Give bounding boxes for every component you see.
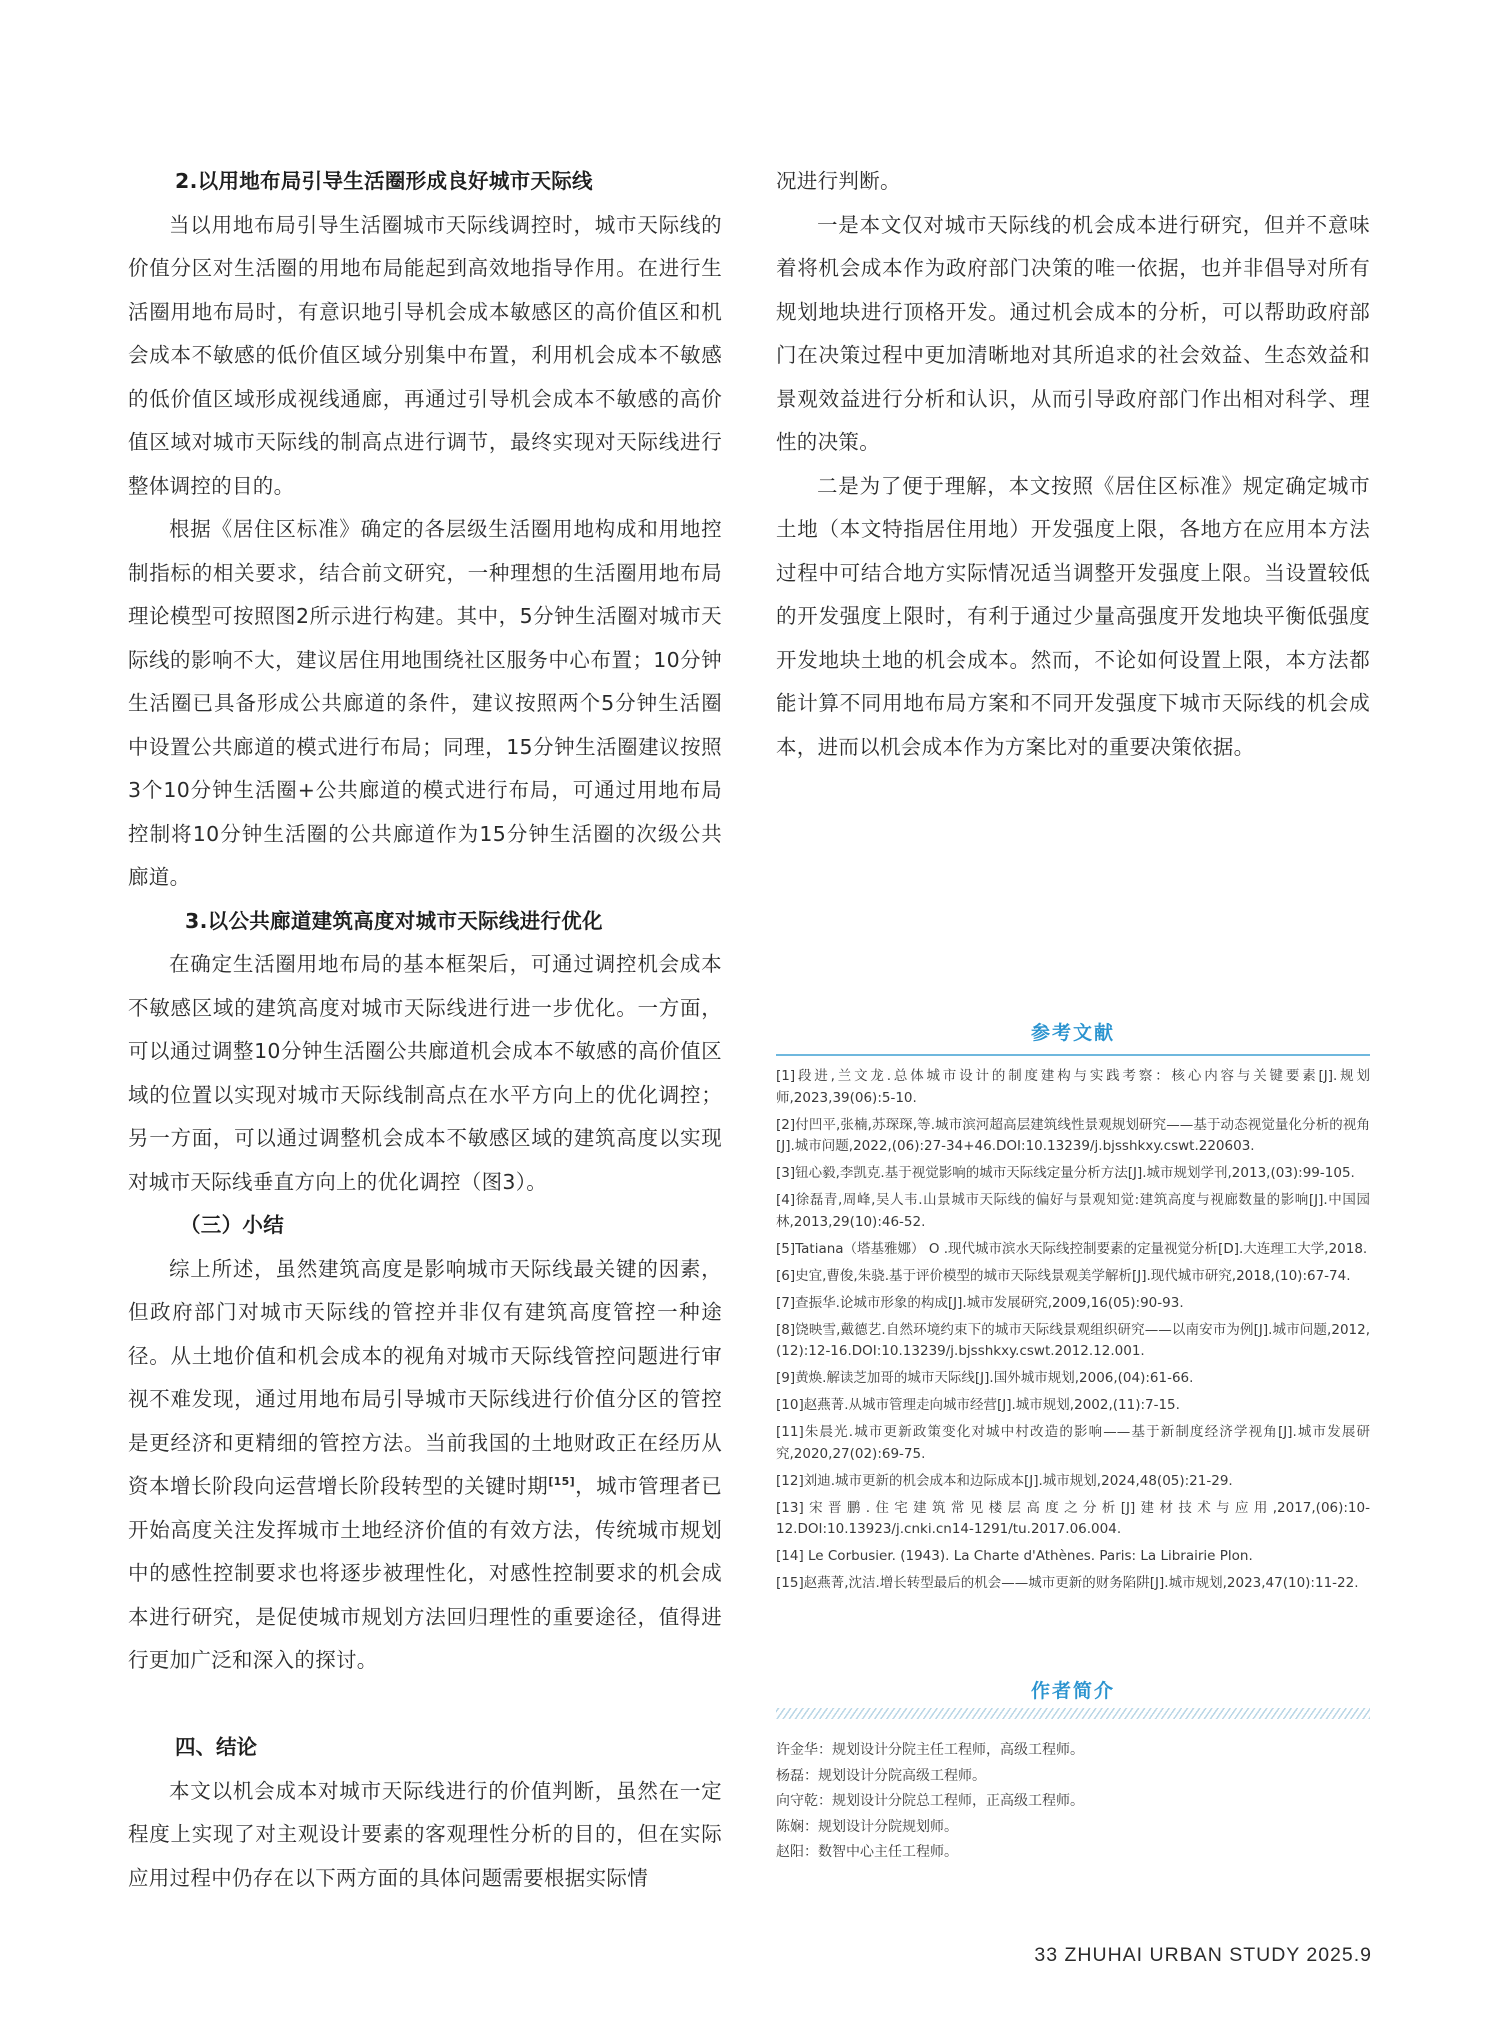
- author-bio-list: [776, 1738, 1370, 1866]
- reference-item: [15]赵燕菁,沈洁.增长转型最后的机会——城市更新的财务陷阱[J].城市规划,2023,47(10):11-22.: [776, 1575, 1359, 1591]
- reference-item: [9]黄焕.解读芝加哥的城市天际线[J].国外城市规划,2006,(04):61-66.: [776, 1370, 1194, 1386]
- author-item: 向守乾：规划设计分院总工程师，正高级工程师。: [776, 1793, 1084, 1809]
- section-heading-2: 2.以用地布局引导生活圈形成良好城市天际线: [175, 169, 593, 193]
- reference-item: [6]史宜,曹俊,朱骁.基于评价模型的城市天际线景观美学解析[J].现代城市研究,2018,(10):67-74.: [776, 1267, 1351, 1284]
- citation-marker: [15]: [548, 1475, 575, 1489]
- page-footer: 33 ZHUHAI URBAN STUDY 2025.9: [1034, 1944, 1372, 1966]
- section-heading-3: 3.以公共廊道建筑高度对城市天际线进行优化: [185, 908, 603, 933]
- right-column: [776, 160, 1370, 769]
- reference-item: [12]刘迪.城市更新的机会成本和边际成本[J].城市规划,2024,48(05):21-29.: [776, 1472, 1233, 1489]
- reference-item: [4]徐磊青,周峰,吴人韦.山景城市天际线的偏好与景观知觉:建筑高度与视廊数量的影响[J].中国园林,2013,29(10):46-52.: [776, 1192, 1370, 1230]
- section-heading-summary: （三）小结: [180, 1213, 284, 1237]
- paragraph-text: 综上所述，虽然建筑高度是影响城市天际线最关键的因素，但政府部门对城市天际线的管控并非仅有建筑高度管控一种途径。从土地价值和机会成本的视角对城市天际线管控问题进行审视不难发现，通过用地布局引导城市天际线进行价值分区的管控是更经济和更精细的管控方法。当前我国的土地财政正在经历从资本增长阶段向运营增长阶段转型的关键时期: [128, 1256, 722, 1498]
- references-divider: [776, 1054, 1370, 1056]
- author-item: 陈娴：规划设计分院规划师。: [776, 1818, 958, 1835]
- reference-item: [11]朱晨光.城市更新政策变化对城中村改造的影响——基于新制度经济学视角[J].城市发展研究,2020,27(02):69-75.: [776, 1424, 1370, 1462]
- left-column: [128, 160, 722, 1900]
- paragraph: 当以用地布局引导生活圈城市天际线调控时，城市天际线的价值分区对生活圈的用地布局能起到高效地指导作用。在进行生活圈用地布局时，有意识地引导机会成本敏感区的高价值区和机会成本不敏感的低价值区域分别集中布置，利用机会成本不敏感的低价值区域形成视线通廊，再通过引导机会成本不敏感的高价值区域对城市天际线的制高点进行调节，最终实现对天际线进行整体调控的目的。: [128, 212, 722, 498]
- reference-item: [7]查振华.论城市形象的构成[J].城市发展研究,2009,16(05):90-93.: [776, 1294, 1184, 1311]
- reference-item: [1]段进,兰文龙.总体城市设计的制度建构与实践考察：核心内容与关键要素[J].规划师,2023,39(06):5-10.: [776, 1068, 1370, 1106]
- paragraph: 二是为了便于理解，本文按照《居住区标准》规定确定城市土地（本文特指居住用地）开发强度上限，各地方在应用本方法过程中可结合地方实际情况适当调整开发强度上限。当设置较低的开发强度上限时，有利于通过少量高强度开发地块平衡低强度开发地块土地的机会成本。然而，不论如何设置上限，本方法都能计算不同用地布局方案和不同开发强度下城市天际线的机会成本，进而以机会成本作为方案比对的重要决策依据。: [776, 473, 1370, 759]
- reference-item: [3]钮心毅,李凯克.基于视觉影响的城市天际线定量分析方法[J].城市规划学刊,2013,(03):99-105.: [776, 1165, 1355, 1181]
- reference-item: [13]宋晋鹏.住宅建筑常见楼层高度之分析[J]建材技术与应用,2017,(06):10-12.DOI:10.13923/j.cnki.cn14-1291/tu.2017.06.004.: [776, 1499, 1370, 1537]
- reference-item: [2]付凹平,张楠,苏琛琛,等.城市滨河超高层建筑线性景观规划研究——基于动态视觉量化分析的视角[J].城市问题,2022,(06):27-34+46.DOI:10.13239/j.bjsshkxy.cswt.220603.: [776, 1116, 1370, 1154]
- paragraph: 在确定生活圈用地布局的基本框架后，可通过调控机会成本不敏感区域的建筑高度对城市天际线进行进一步优化。一方面，可以通过调整10分钟生活圈公共廊道机会成本不敏感的高价值区域的位置以实现对城市天际线制高点在水平方向上的优化调控；另一方面，可以通过调整机会成本不敏感区域的建筑高度以实现对城市天际线垂直方向上的优化调控（图3）。: [128, 952, 722, 1194]
- paragraph-continued: 况进行判断。: [776, 169, 901, 193]
- paragraph: 根据《居住区标准》确定的各层级生活圈用地构成和用地控制指标的相关要求，结合前文研究，一种理想的生活圈用地布局理论模型可按照图2所示进行构建。其中，5分钟生活圈对城市天际线的影响不大，建议居住用地围绕社区服务中心布置；10分钟生活圈已具备形成公共廊道的条件，建议按照两个5分钟生活圈中设置公共廊道的模式进行布局；同理，15分钟生活圈建议按照3个10分钟生活圈+公共廊道的模式进行布局，可通过用地布局控制将10分钟生活圈的公共廊道作为15分钟生活圈的次级公共廊道。: [128, 517, 722, 889]
- reference-item: [5]Tatiana（塔基雅娜） O .现代城市滨水天际线控制要素的定量视觉分析[D].大连理工大学,2018.: [776, 1240, 1368, 1257]
- paragraph: 本文以机会成本对城市天际线进行的价值判断，虽然在一定程度上实现了对主观设计要素的客观理性分析的目的，但在实际应用过程中仍存在以下两方面的具体问题需要根据实际情: [128, 1778, 722, 1890]
- section-heading-conclusion: 四、结论: [175, 1735, 257, 1759]
- author-item: 许金华：规划设计分院主任工程师，高级工程师。: [776, 1742, 1084, 1758]
- references-title: 参考文献: [1030, 1022, 1115, 1044]
- spacer: [128, 1683, 722, 1727]
- author-item: 杨磊：规划设计分院高级工程师。: [776, 1767, 986, 1784]
- reference-item: [14] Le Corbusier. (1943). La Charte d'Athènes. Paris: La Librairie Plon.: [776, 1548, 1253, 1564]
- reference-item: [10]赵燕菁.从城市管理走向城市经营[J].城市规划,2002,(11):7-15.: [776, 1397, 1180, 1413]
- references-list: [776, 1066, 1370, 1600]
- author-item: 赵阳：数智中心主任工程师。: [776, 1844, 958, 1860]
- paragraph-text: ，城市管理者已开始高度关注发挥城市土地经济价值的有效方法，传统城市规划中的感性控制要求也将逐步被理性化，对感性控制要求的机会成本进行研究，是促使城市规划方法回归理性的重要途径，值得进行更加广泛和深入的探讨。: [128, 1474, 723, 1672]
- author-bio-hatched-divider: [776, 1708, 1370, 1719]
- reference-item: [8]饶映雪,戴德艺.自然环境约束下的城市天际线景观组织研究——以南安市为例[J].城市问题,2012,(12):12-16.DOI:10.13239/j.bjsshkxy.cswt.2012.12.001.: [776, 1321, 1370, 1359]
- paragraph-with-citation: [128, 1248, 722, 1683]
- paragraph: 一是本文仅对城市天际线的机会成本进行研究，但并不意味着将机会成本作为政府部门决策的唯一依据，也并非倡导对所有规划地块进行顶格开发。通过机会成本的分析，可以帮助政府部门在决策过程中更加清晰地对其所追求的社会效益、生态效益和景观效益进行分析和认识，从而引导政府部门作出相对科学、理性的决策。: [776, 212, 1370, 454]
- author-bio-title: 作者简介: [1030, 1680, 1115, 1702]
